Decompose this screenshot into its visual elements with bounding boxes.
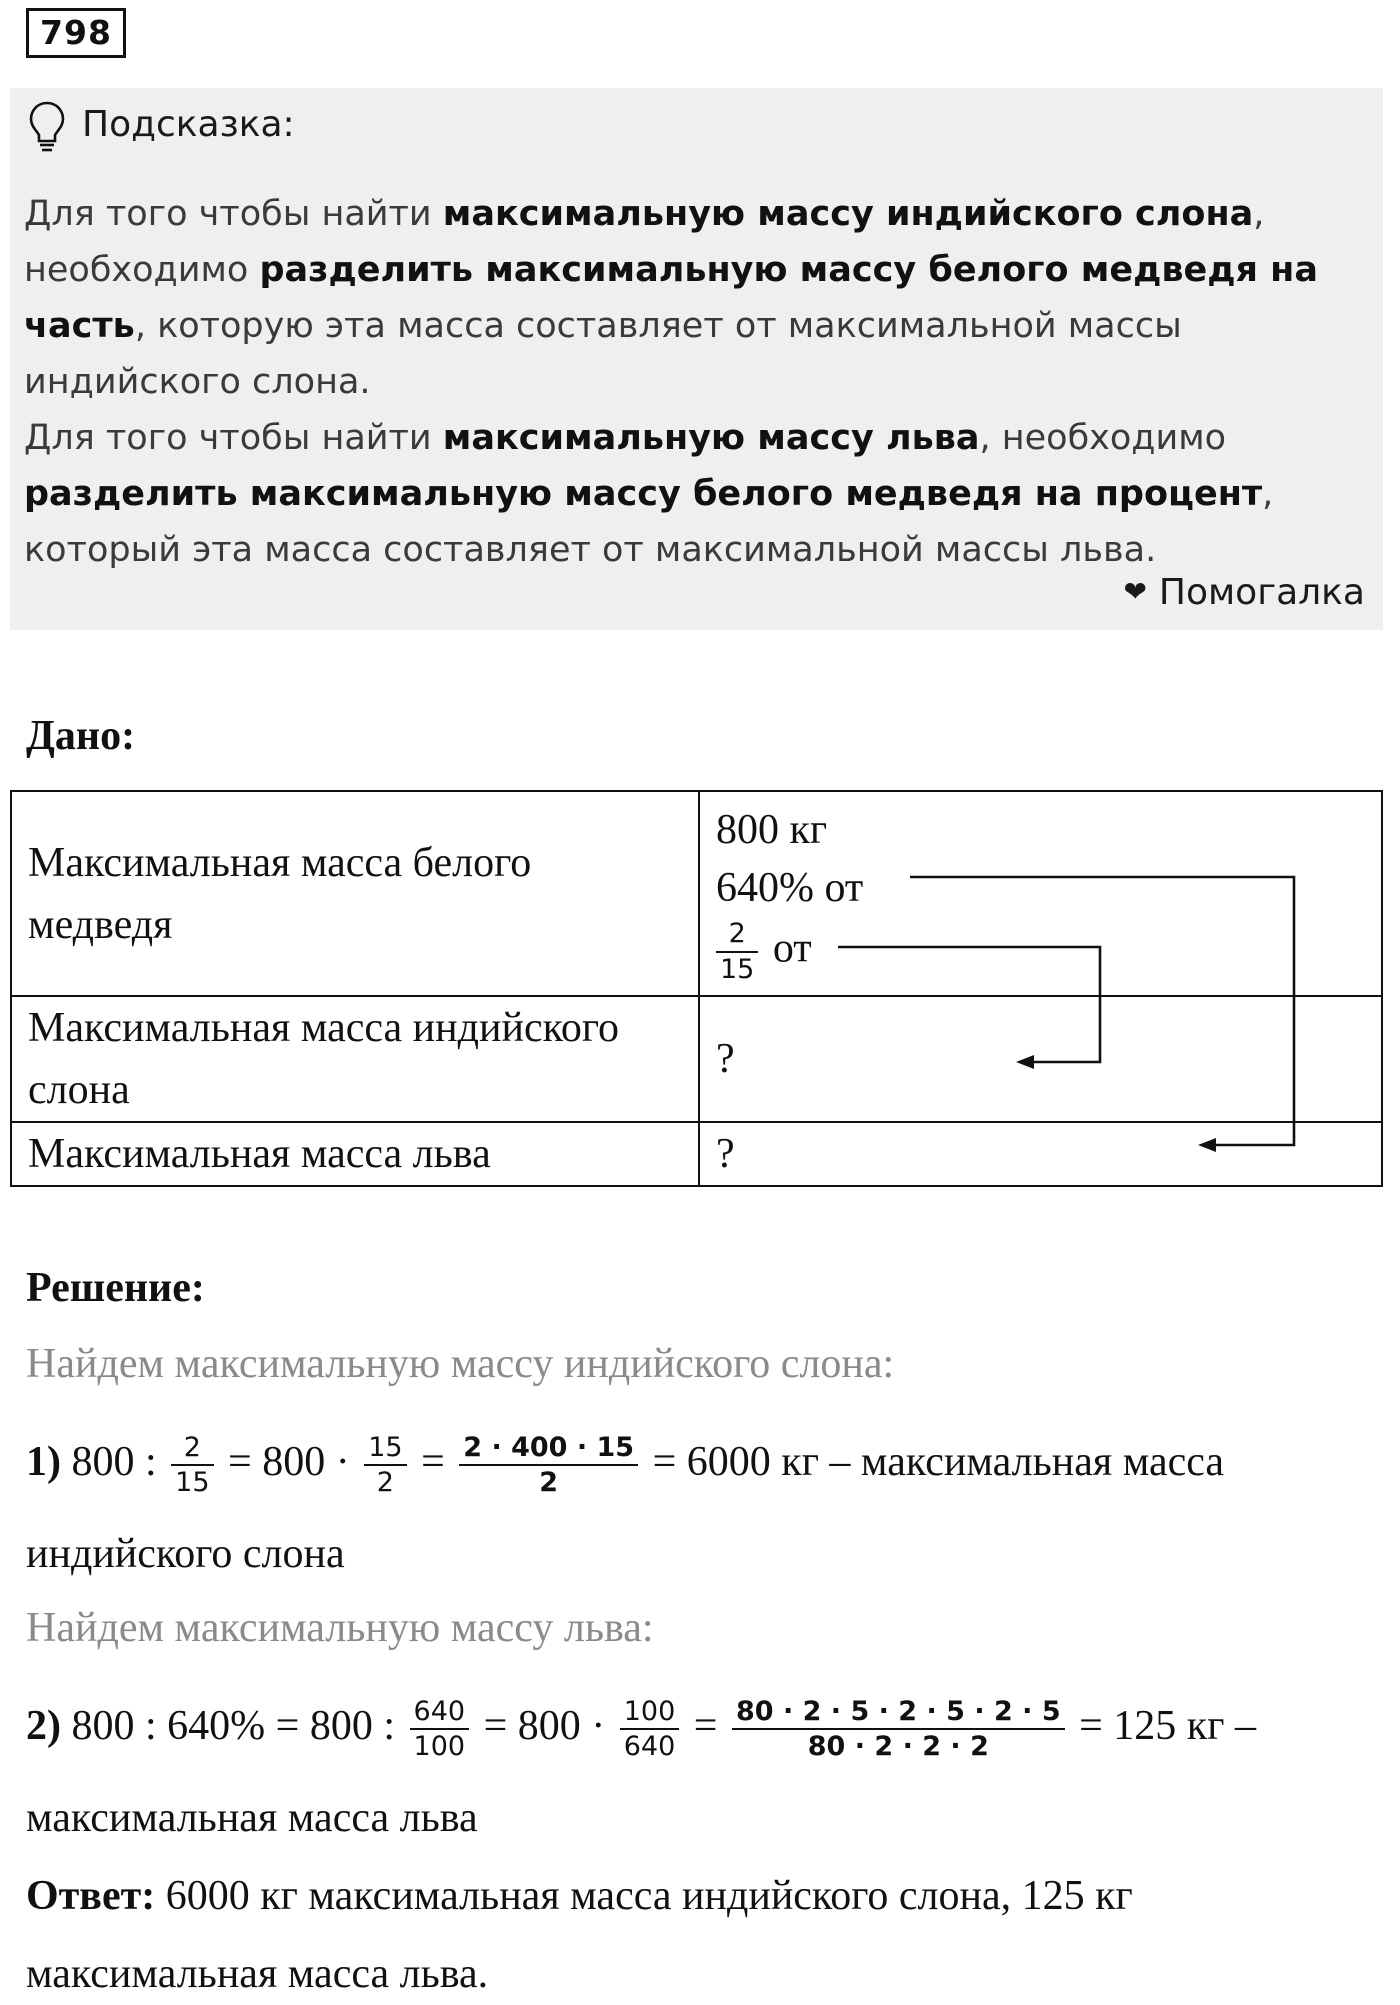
step2-intro: Найдем максимальную массу льва: [26,1605,654,1651]
table-row [11,996,1382,1122]
fraction-denominator: 2 [376,1467,394,1499]
hint-title: Подсказка: [82,104,295,145]
fraction-line [716,917,1365,987]
step-number: 2) [26,1703,61,1749]
equation-part: 800 : [71,1439,157,1485]
fraction [459,1431,638,1501]
hint-text-segment: Для того чтобы найти [24,418,443,458]
table-cell-label: Максимальная масса белого медведя [11,791,699,996]
fraction [171,1431,213,1501]
fraction-numerator: 2 [171,1431,213,1467]
percent-line [716,859,1365,917]
answer-label: Ответ: [26,1873,156,1919]
percent-text: 640% от [716,864,864,911]
step1-equation [26,1422,1224,1502]
equation-part: = [693,1703,718,1749]
fraction-numerator: 15 [364,1431,406,1467]
equation-part: = 800 · [228,1439,350,1485]
hint-text-segment: , который эта масса составляет от максимальной массы льва. [24,474,1274,570]
hint-box [10,88,1383,630]
fraction-numerator: 80 · 2 · 5 · 2 · 5 · 2 · 5 [732,1695,1065,1731]
answer-line [26,1872,1133,1920]
hint-emphasis: разделить максимальную массу белого медведя на часть [24,250,1318,346]
fraction [364,1431,406,1501]
fraction-denominator: 15 [175,1467,210,1499]
answer-text: 6000 кг максимальная масса индийского слона, 125 кг [155,1873,1133,1919]
equation-part: 800 : 640% = 800 : [71,1703,396,1749]
step2-equation [26,1686,1256,1766]
hint-footer [1123,572,1365,613]
solution-heading: Решение: [26,1265,205,1311]
fraction-numerator: 640 [410,1695,470,1731]
fraction-denominator: 640 [623,1731,676,1763]
fraction-denominator: 15 [720,953,755,985]
hint-paragraph-1 [24,186,1369,410]
table-cell-label: Максимальная масса индийского слона [11,996,699,1122]
hint-footer-label: Помогалка [1158,572,1365,613]
hint-text-segment: , необходимо [979,418,1227,458]
hint-paragraph-2 [24,410,1369,578]
hint-text-segment: , необходимо [24,194,1265,290]
hint-emphasis: разделить максимальную массу белого медведя на процент [24,474,1263,514]
fraction [716,917,758,987]
table-cell-label: Максимальная масса льва [11,1122,699,1186]
heart-icon: ❤ [1123,575,1147,608]
table-row [11,791,1382,996]
lightbulb-icon [28,100,66,154]
hint-text-segment: Для того чтобы найти [24,194,443,234]
table-row [11,1122,1382,1186]
fraction-numerator: 100 [620,1695,680,1731]
given-heading: Дано: [26,713,136,759]
hint-emphasis: максимальную массу льва [442,418,980,458]
step2-continuation: максимальная масса льва [26,1795,478,1841]
table-cell-value: ? [699,1122,1382,1186]
table-cell-value: ? [699,996,1382,1122]
equation-part: = 6000 кг – максимальная масса [652,1439,1225,1485]
given-table [10,790,1383,1187]
bear-mass-value: 800 кг [716,806,828,853]
hint-text [24,186,1369,578]
fraction-numerator: 2 [716,917,758,953]
step1-intro: Найдем максимальную массу индийского слона: [26,1341,895,1387]
equation-part: = 125 кг – [1079,1703,1256,1749]
step1-continuation: индийского слона [26,1531,345,1577]
answer-continuation: максимальная масса льва. [26,1951,489,1997]
table-cell-value [699,791,1382,996]
hint-text-segment: , которую эта масса составляет от максимальной массы индийского слона. [24,306,1182,402]
fraction [410,1695,470,1765]
problem-number: 798 [26,8,126,58]
equation-part: = [421,1439,445,1485]
hint-emphasis: максимальную массу индийского слона [442,194,1254,234]
equation-part: = 800 · [483,1703,606,1749]
step-number: 1) [26,1439,61,1485]
fraction [620,1695,680,1765]
fraction-denominator: 80 · 2 · 2 · 2 [807,1731,989,1763]
fraction [732,1695,1065,1765]
fraction-suffix: от [772,925,812,972]
fraction-numerator: 2 · 400 · 15 [459,1431,638,1467]
fraction-denominator: 100 [413,1731,466,1763]
fraction-denominator: 2 [539,1467,559,1499]
